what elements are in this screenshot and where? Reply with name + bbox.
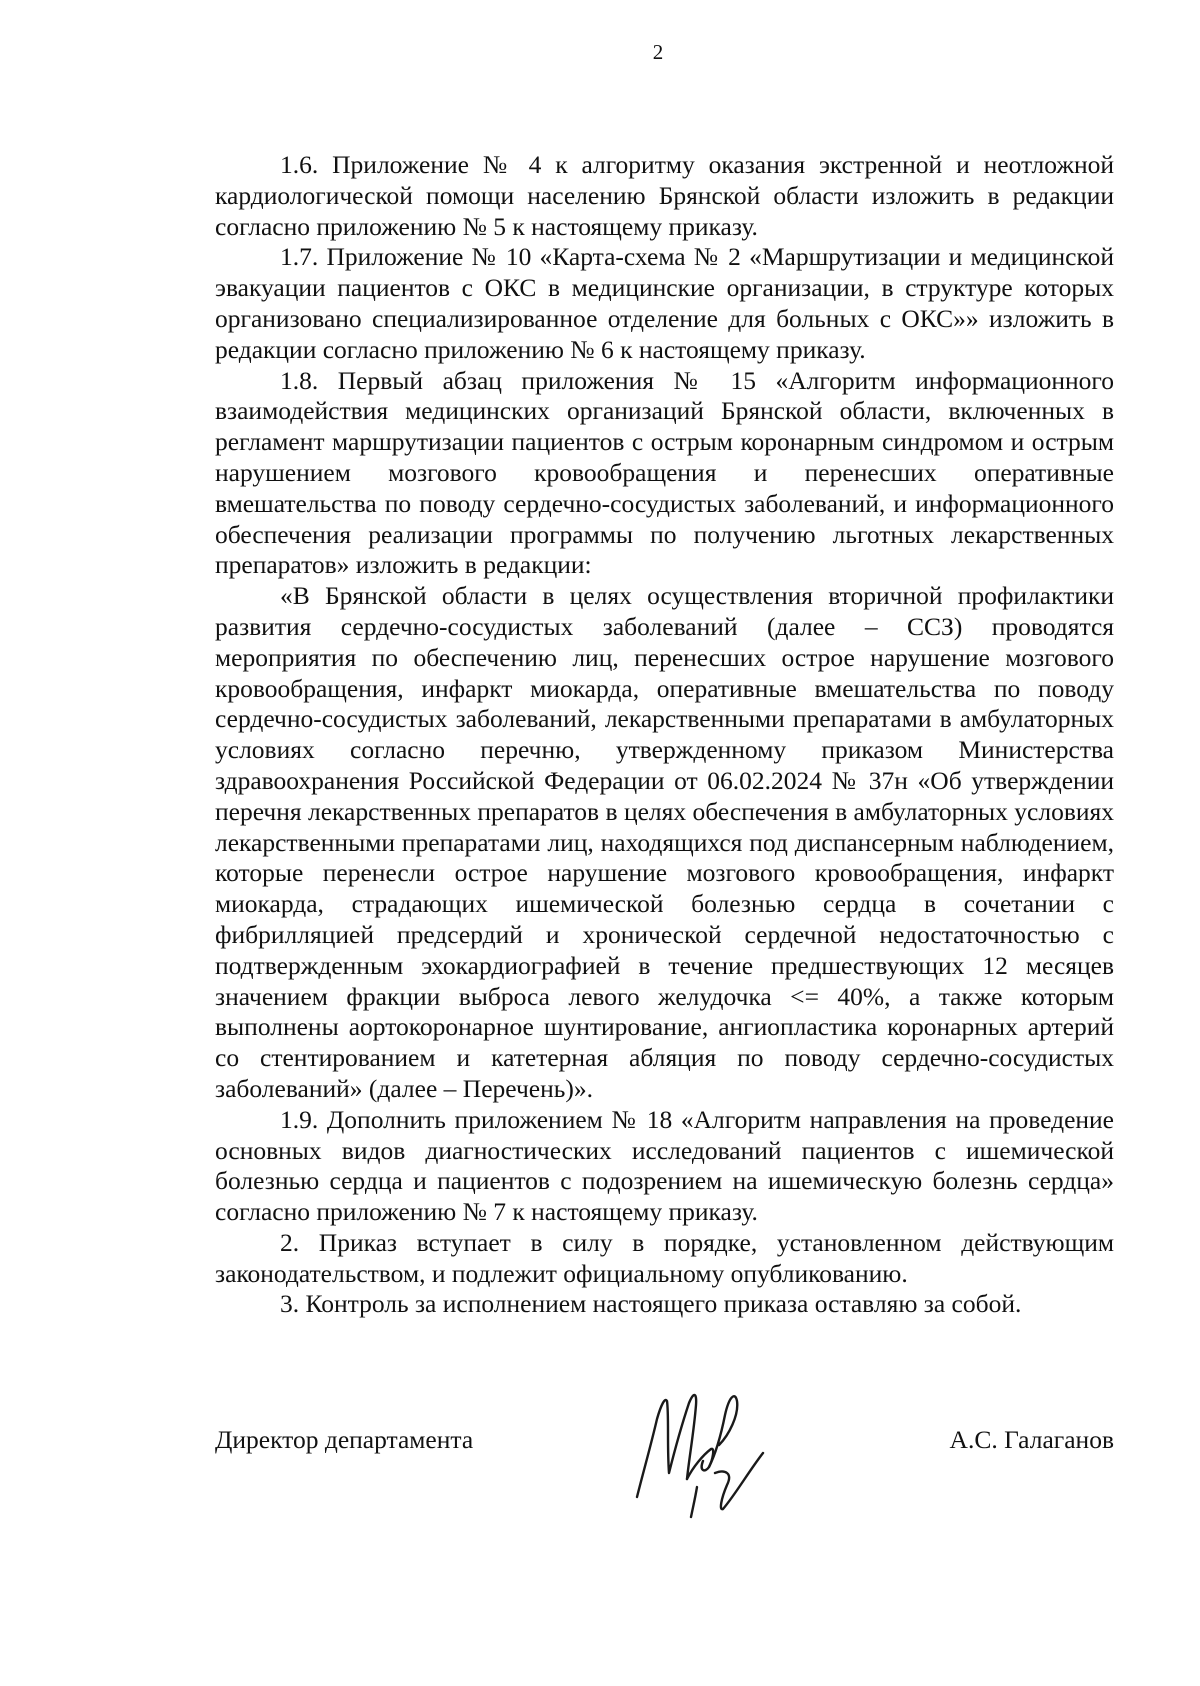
paragraph-1-9: 1.9. Дополнить приложением № 18 «Алгоритм направления на проведение основных видов диагностических исследований пациентов с ишемической болезнью сердца и пациентов с подозрением на ишемическую болезнь сердца» согласно приложению № 7 к настоящему приказу. [215, 1104, 1114, 1227]
paragraph-1-8: 1.8. Первый абзац приложения № 15 «Алгоритм информационного взаимодействия медицинских организаций Брянской области, включенных в регламент маршрутизации пациентов с острым коронарным синдромом и острым нарушением мозгового кровообращения и перенесших оперативные вмешательства по поводу сердечно-сосудистых заболеваний, и информационного обеспечения реализации программы по получению льготных лекарственных препаратов» изложить в редакции: [215, 365, 1114, 580]
signer-position: Директор департамента [215, 1425, 474, 1454]
paragraph-1-7: 1.7. Приложение № 10 «Карта-схема № 2 «Маршрутизации и медицинской эвакуации пациентов с ОКС в медицинские организации, в структуре которых организовано специализированное отделение для больных с ОКС»» изложить в редакции согласно приложению № 6 к настоящему приказу. [215, 242, 1114, 364]
signature-block [215, 1425, 1114, 1575]
page-number: 2 [652, 40, 664, 64]
paragraph-1-6: 1.6. Приложение № 4 к алгоритму оказания экстренной и неотложной кардиологической помощи населению Брянской области изложить в редакции согласно приложению № 5 к настоящему приказу. [215, 150, 1114, 241]
paragraph-2: 2. Приказ вступает в силу в порядке, установленном действующим законодательством, и подлежит официальному опубликованию. [215, 1227, 1114, 1288]
handwritten-signature [623, 1375, 773, 1525]
signer-name: А.С. Галаганов [949, 1425, 1114, 1454]
document-body [215, 150, 1114, 1320]
paragraph-quoted-text: «В Брянской области в целях осуществления вторичной профилактики развития сердечно-сосудистых заболеваний (далее – ССЗ) проводятся мероприятия по обеспечению лиц, перенесших острое нарушение мозгового кровообращения, инфаркт миокарда, оперативные вмешательства по поводу сердечно-сосудистых заболеваний, лекарственными препаратами в амбулаторных условиях согласно перечню, утвержденному приказом Министерства здравоохранения Российской Федерации от 06.02.2024 № 37н «Об утверждении перечня лекарственных препаратов в целях обеспечения в амбулаторных условиях лекарственными препаратами лиц, находящихся под диспансерным наблюдением, которые перенесли острое нарушение мозгового кровообращения, инфаркт миокарда, страдающих ишемической болезнью сердца в сочетании с фибрилляцией предсердий и хронической сердечной недостаточностью с подтвержденным эхокардиографией в течение предшествующих 12 месяцев значением фракции выброса левого желудочка <= 40%, а также которым выполнены аортокоронарное шунтирование, ангиопластика коронарных артерий со стентированием и катетерная абляция по поводу сердечно-сосудистых заболеваний» (далее – Перечень)». [215, 581, 1114, 1103]
paragraph-3: 3. Контроль за исполнением настоящего приказа оставляю за собой. [280, 1289, 1022, 1319]
